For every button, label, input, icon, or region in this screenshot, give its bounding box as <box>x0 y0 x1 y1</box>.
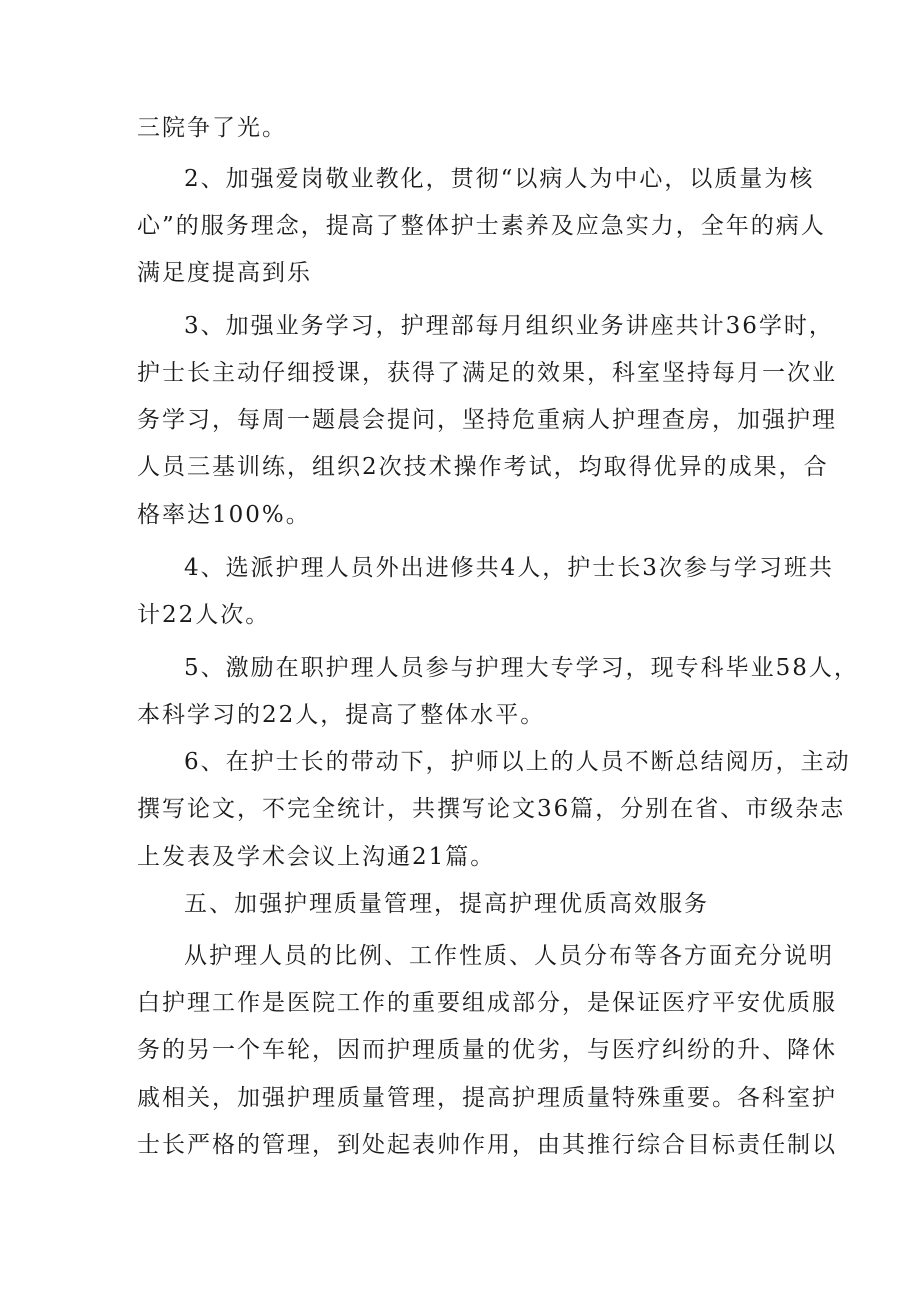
text-line: 计22人次。 <box>137 602 271 628</box>
text-line: 2、加强爱岗敬业教化，贯彻“以病人为中心，以质量为核 <box>184 166 815 192</box>
text-line: 人员三基训练，组织2次技术操作考试，均取得优异的成果，合 <box>137 454 829 480</box>
text-line: 心”的服务理念，提高了整体护士素养及应急实力，全年的病人 <box>137 213 826 239</box>
text-line: 务学习，每周一题晨会提问，坚持危重病人护理查房，加强护理 <box>137 407 837 433</box>
text-line: 撰写论文，不完全统计，共撰写论文36篇，分别在省、市级杂志 <box>137 796 846 822</box>
text-line: 从护理人员的比例、工作性质、人员分布等各方面充分说明 <box>184 943 834 969</box>
text-line: 三院争了光。 <box>137 115 287 141</box>
text-line: 务的另一个车轮，因而护理质量的优劣，与医疗纠纷的升、降休 <box>137 1037 837 1063</box>
text-line: 6、在护士长的带动下，护师以上的人员不断总结阅历，主动 <box>184 749 851 775</box>
text-line: 格率达100%。 <box>137 502 311 528</box>
text-line: 3、加强业务学习，护理部每月组织业务讲座共计36学时， <box>184 313 834 339</box>
text-line: 护士长主动仔细授课，获得了满足的效果，科室坚持每月一次业 <box>137 360 837 386</box>
text-line: 戚相关，加强护理质量管理，提高护理质量特殊重要。各科室护 <box>137 1085 837 1111</box>
text-line: 士长严格的管理，到处起表帅作用，由其推行综合目标责任制以 <box>137 1132 837 1158</box>
text-line: 上发表及学术会议上沟通21篇。 <box>137 844 496 870</box>
text-line: 满足度提高到乐 <box>137 260 312 286</box>
text-line: 5、激励在职护理人员参与护理大专学习，现专科毕业58人， <box>184 655 859 681</box>
text-line: 白护理工作是医院工作的重要组成部分，是保证医疗平安优质服 <box>137 990 837 1016</box>
text-line: 4、选派护理人员外出进修共4人，护士长3次参与学习班共 <box>184 555 834 581</box>
text-line: 本科学习的22人，提高了整体水平。 <box>137 702 546 728</box>
section-heading: 五、加强护理质量管理，提高护理优质高效服务 <box>184 891 709 917</box>
